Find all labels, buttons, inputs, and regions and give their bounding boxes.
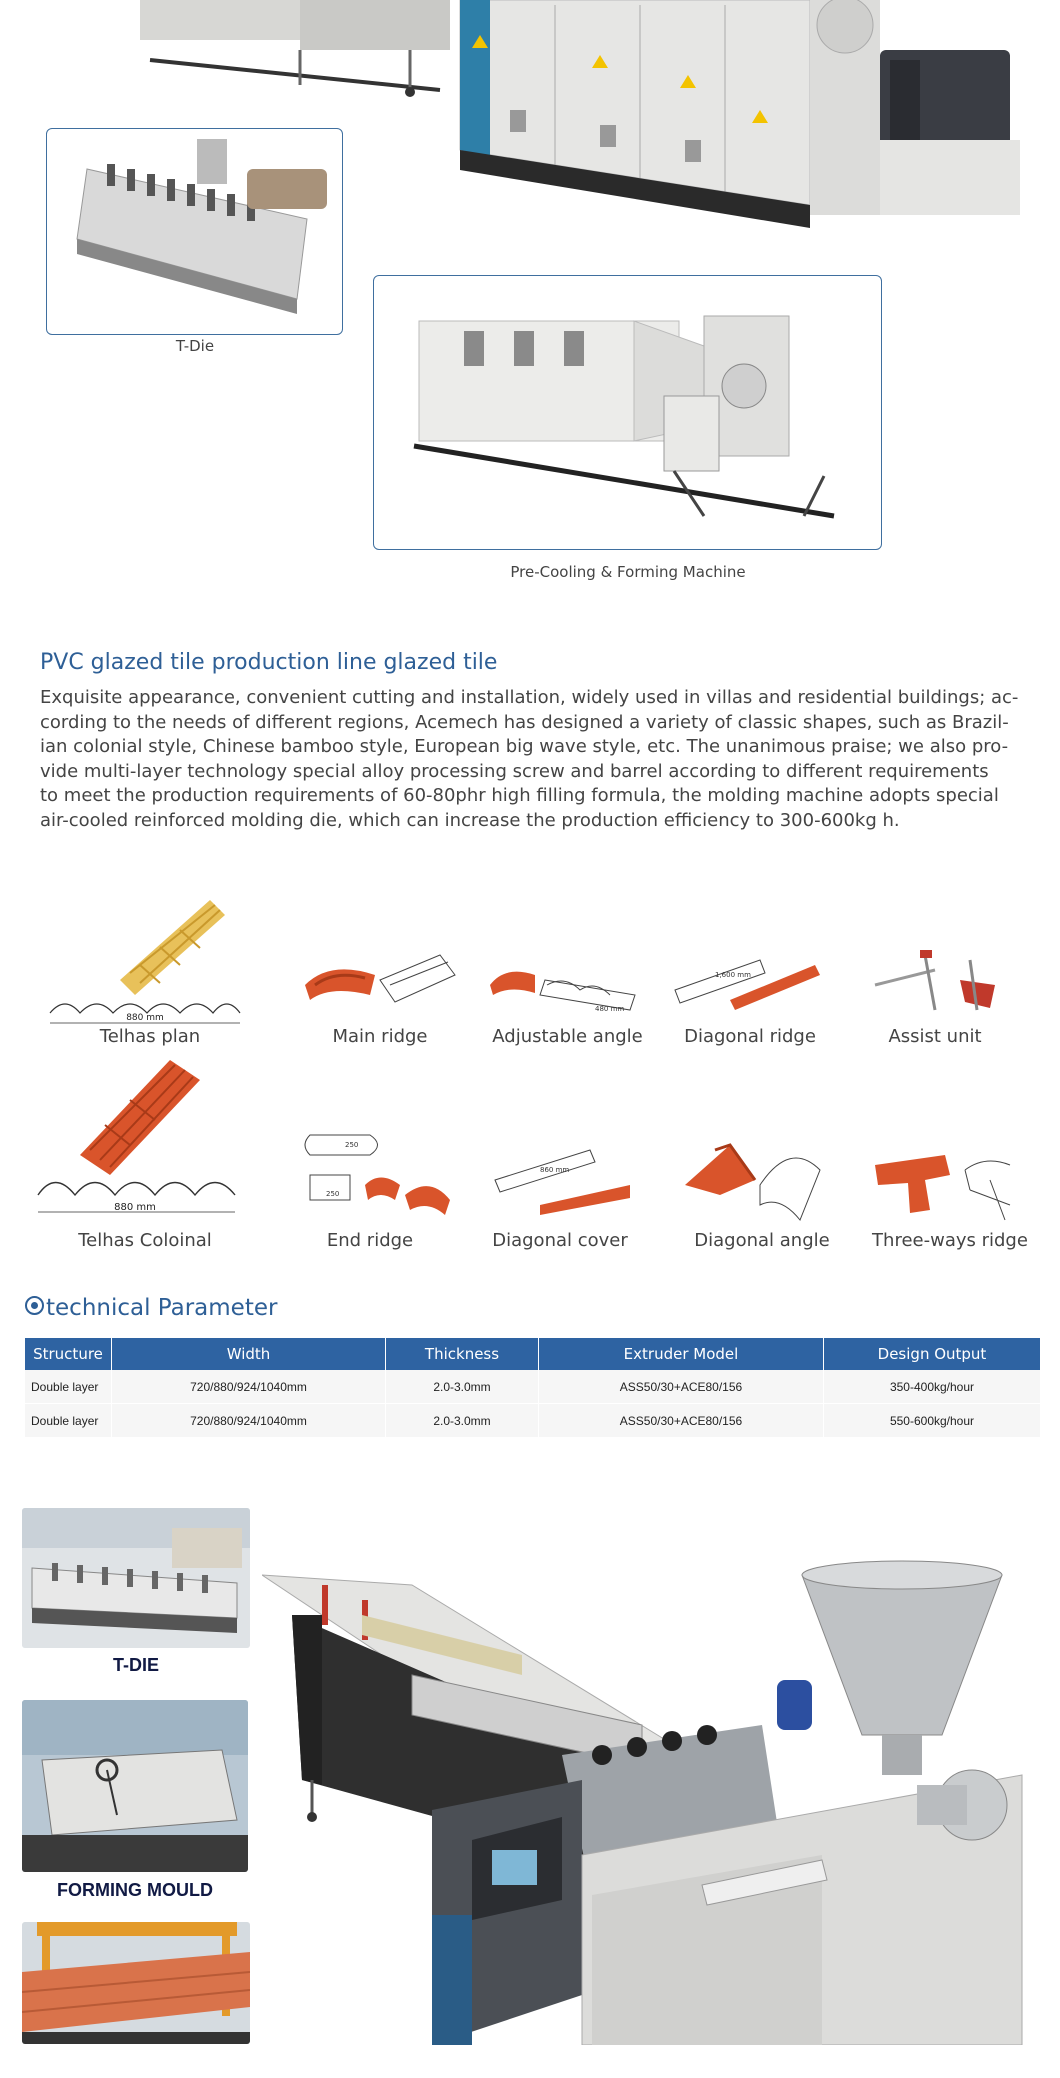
product-label-diagonal-ridge: Diagonal ridge (684, 1026, 816, 1047)
table-header-cell: Design Output (824, 1338, 1041, 1370)
diagonal-cover-dim: 860 mm (540, 1166, 570, 1174)
dimension-label: 880 mm (126, 1013, 164, 1023)
table-cell: 2.0-3.0mm (386, 1370, 539, 1404)
paragraph-line: vide multi-layer technology special alloy processing screw and barrel according to different requirements (40, 760, 989, 782)
table-row (25, 1370, 1041, 1404)
paragraph-line: cording to the needs of different regions, Acemech has designed a variety of classic shapes, such as Brazil- (40, 711, 1009, 733)
paragraph-line: Exquisite appearance, convenient cutting and installation, widely used in villas and residential buildings; ac- (40, 687, 1019, 708)
table-header-row (25, 1338, 1041, 1370)
table-header-cell: Structure (25, 1338, 112, 1370)
table-header-cell: Extruder Model (539, 1338, 824, 1370)
technical-parameter-title (25, 1295, 277, 1321)
telhas-coloinal-image (35, 1055, 245, 1225)
t-die-detail-photo (22, 1508, 250, 1648)
forming-machine-photo-frame (373, 275, 882, 550)
three-ways-ridge-image (870, 1135, 1025, 1225)
product-label-telhas-coloinal: Telhas Coloinal (78, 1230, 212, 1251)
technical-table (25, 1338, 1041, 1438)
target-icon (25, 1296, 44, 1315)
table-cell: Double layer (25, 1404, 112, 1438)
diagonal-angle-image (680, 1135, 835, 1225)
table-cell: Double layer (25, 1370, 112, 1404)
table-row (25, 1404, 1041, 1438)
table-cell: ASS50/30+ACE80/156 (539, 1404, 824, 1438)
assist-unit-image (865, 940, 1005, 1020)
technical-parameter-title-text: technical Parameter (46, 1295, 278, 1321)
product-label-main-ridge: Main ridge (332, 1026, 428, 1047)
product-label-three-ways-ridge: Three-ways ridge (872, 1230, 1028, 1251)
table-cell: 720/880/924/1040mm (112, 1404, 386, 1438)
product-label-diagonal-angle: Diagonal angle (694, 1230, 830, 1251)
production-line-photo (262, 1555, 1032, 2045)
diagonal-ridge-image (670, 945, 830, 1020)
paragraph-line: to meet the production requirements of 60-80phr high filling formula, the molding machine adopts special (40, 785, 999, 806)
table-cell: ASS50/30+ACE80/156 (539, 1370, 824, 1404)
product-label-assist-unit: Assist unit (888, 1026, 982, 1047)
tile-output-photo (22, 1922, 250, 2044)
t-die-caption: T-Die (175, 337, 215, 355)
article-title: PVC glazed tile production line glazed tile (40, 650, 498, 675)
forming-mould-label: FORMING MOULD (57, 1880, 213, 1900)
product-label-diagonal-cover: Diagonal cover (492, 1230, 628, 1251)
end-ridge-dim-a: 250 (326, 1190, 340, 1198)
paragraph-line: air-cooled reinforced molding die, which can increase the production efficiency to 300-600kg h. (40, 809, 900, 831)
table-cell: 350-400kg/hour (824, 1370, 1041, 1404)
product-label-adjustable-angle: Adjustable angle (492, 1026, 643, 1047)
diagonal-ridge-dim: 1,600 mm (715, 971, 751, 979)
t-die-photo-frame (46, 128, 343, 335)
product-label-telhas-plan: Telhas plan (99, 1026, 201, 1047)
paragraph-line: ian colonial style, Chinese bamboo style, European big wave style, etc. The unanimous praise; we also pro- (40, 736, 1009, 757)
product-label-end-ridge: End ridge (326, 1230, 414, 1251)
forming-machine-caption: Pre-Cooling & Forming Machine (510, 563, 746, 581)
main-ridge-image (300, 940, 460, 1020)
table-cell: 550-600kg/hour (824, 1404, 1041, 1438)
telhas-plan-image (45, 895, 245, 1030)
end-ridge-image (300, 1130, 460, 1225)
t-die-label: T-DIE (112, 1655, 159, 1675)
end-ridge-dim-b: 250 (345, 1141, 359, 1149)
table-cell: 720/880/924/1040mm (112, 1370, 386, 1404)
adjustable-angle-dim: 480 mm (595, 1005, 625, 1013)
forming-mould-photo (22, 1700, 248, 1872)
table-cell: 2.0-3.0mm (386, 1404, 539, 1438)
table-header-cell: Thickness (386, 1338, 539, 1370)
article-paragraph (40, 686, 1030, 833)
dimension-label: 880 mm (114, 1202, 156, 1213)
diagonal-cover-image (490, 1140, 640, 1220)
adjustable-angle-image (485, 945, 645, 1020)
table-header-cell: Width (112, 1338, 386, 1370)
technical-table-wrapper (25, 1338, 1041, 1438)
